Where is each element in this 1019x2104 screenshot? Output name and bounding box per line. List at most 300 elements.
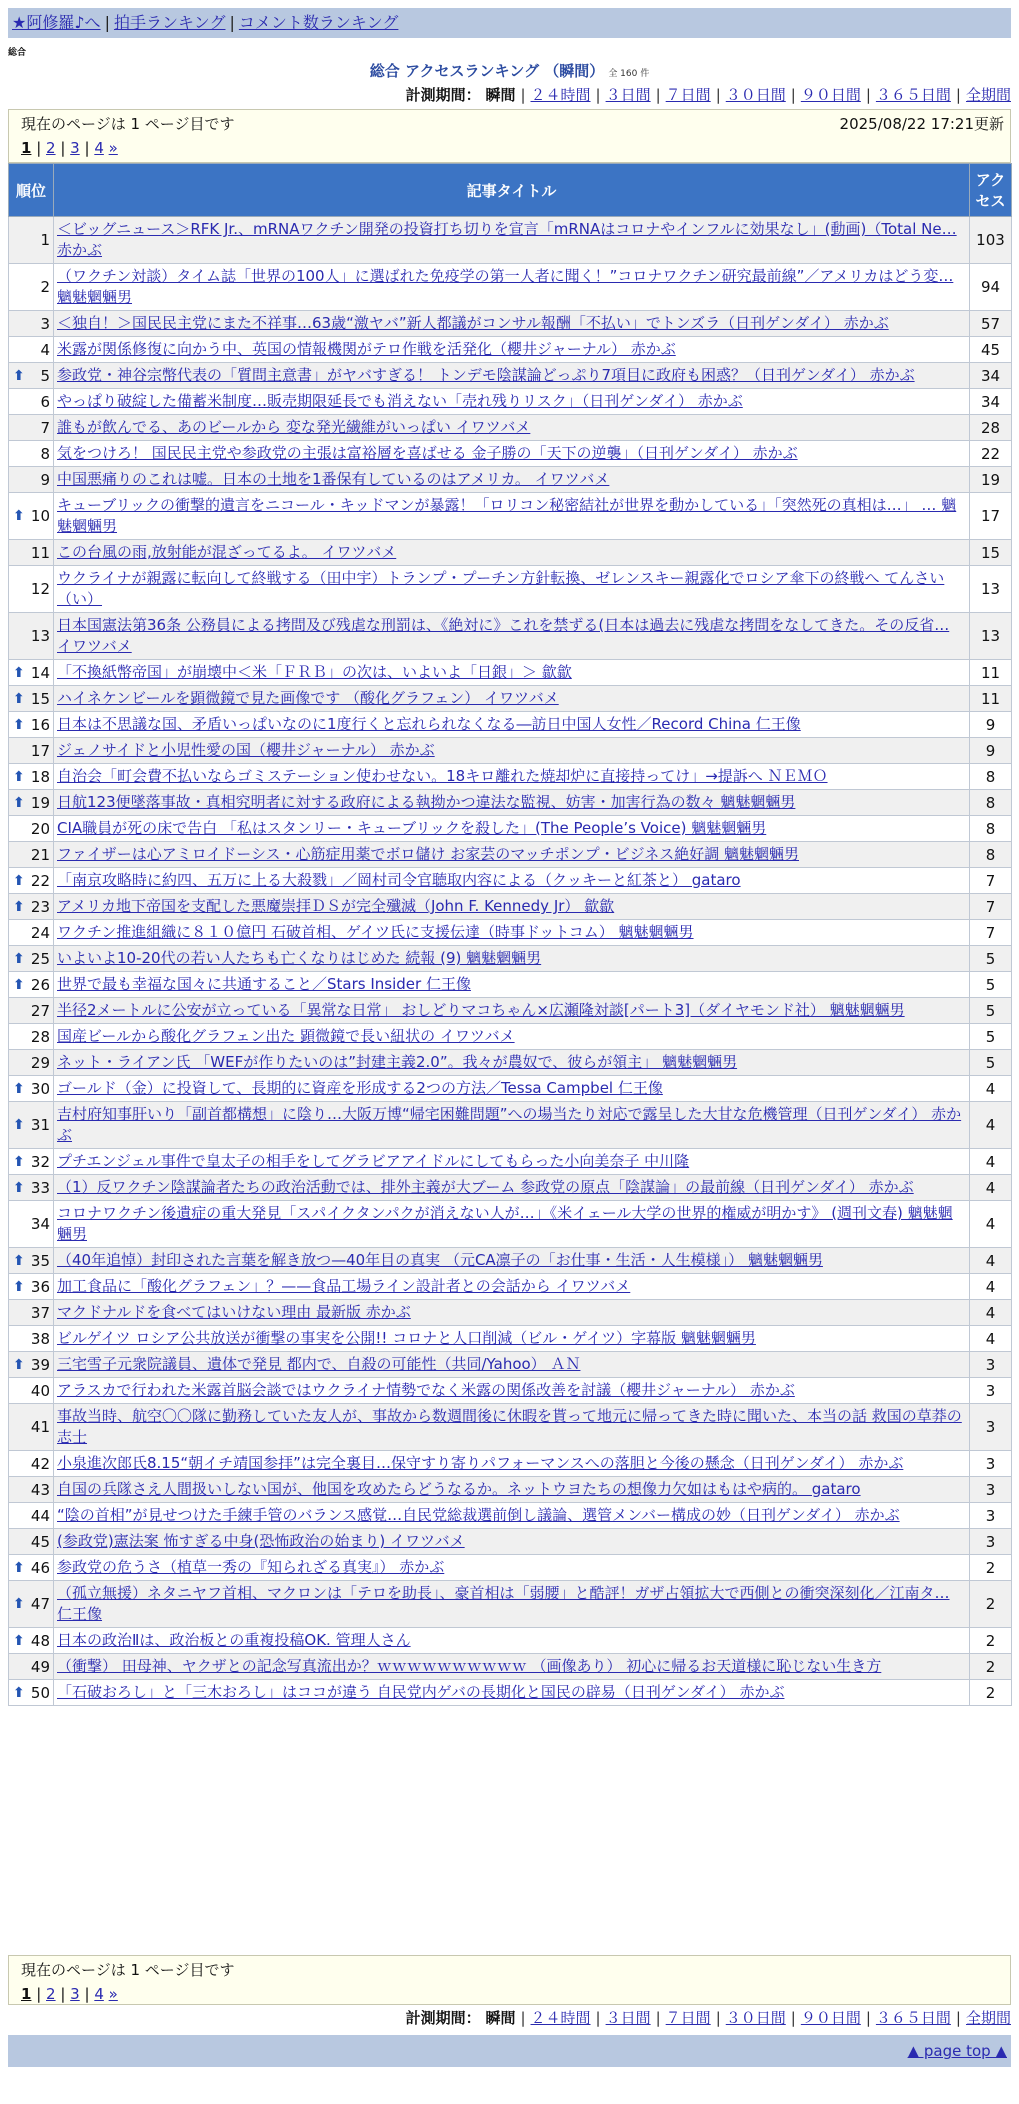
rank-number: 1: [40, 231, 50, 249]
ranking-title: 総合 アクセスランキング （瞬間）: [369, 62, 605, 80]
rank-up-arrow-icon: ⬆: [13, 1559, 25, 1576]
title-cell: [54, 920, 970, 946]
category-label: 総合: [8, 48, 27, 58]
rank-number: 41: [30, 1418, 50, 1436]
rank-cell: [9, 1300, 54, 1326]
article-link[interactable]: アメリカ地下帝国を支配した悪魔崇拝ＤＳが完全殲滅（John F. Kennedy Jr） 歙歙: [57, 897, 615, 915]
title-cell: [54, 1555, 970, 1581]
rank-number: 38: [30, 1329, 50, 1348]
page-link-4[interactable]: 4: [94, 1985, 104, 2003]
article-link[interactable]: ネット・ライアン氏 「WEFが作りたいのは”封建主義2.0”。我々が農奴で、彼らが領主」 魑魅魍魎男: [57, 1053, 738, 1071]
rank-number: 29: [30, 1053, 50, 1072]
table-row: [9, 540, 1012, 566]
table-row: [9, 842, 1012, 868]
table-row: [9, 363, 1012, 389]
access-count: 2: [970, 1628, 1012, 1654]
rank-cell: [9, 467, 54, 493]
article-link[interactable]: コロナワクチン後遺症の重大発見「スパイクタンパクが消えない人が…」《米イェール大学の世界的権威が明かす》 (週刊文春) 魑魅魍魎男: [57, 1204, 953, 1243]
table-row: [9, 1201, 1012, 1248]
rank-cell: [9, 1503, 54, 1529]
separator: |: [229, 13, 235, 32]
article-link[interactable]: ハイネケンビールを顕微鏡で見た画像です （酸化グラフェン） イワツバメ: [57, 689, 559, 707]
access-count: 57: [970, 311, 1012, 337]
rank-cell: [9, 1352, 54, 1378]
rank-number: 8: [40, 444, 50, 463]
table-row: [9, 566, 1012, 613]
article-link[interactable]: 事故当時、航空〇〇隊に勤務していた友人が、事故から数週間後に休暇を貰って地元に帰ってきた時に聞いた、本当の話 救国の草莽の志士: [57, 1407, 962, 1446]
page-link-3[interactable]: 3: [70, 139, 80, 157]
rank-up-arrow-icon: ⬆: [13, 1278, 25, 1295]
rank-number: 32: [30, 1152, 50, 1171]
page-info-top: [8, 109, 1011, 163]
table-row: [9, 1404, 1012, 1451]
rank-number: 19: [30, 793, 50, 812]
rank-number: 7: [40, 418, 50, 437]
rank-number: 3: [40, 314, 50, 333]
rank-up-arrow-icon: ⬆: [13, 367, 25, 384]
article-link[interactable]: 「石破おろし」と「三木おろし」はココが違う 自民党内ゲバの長期化と国民の辟易（日刊ゲンダイ） 赤かぶ: [57, 1683, 785, 1701]
rank-up-arrow-icon: ⬆: [13, 1179, 25, 1196]
rank-cell: [9, 1076, 54, 1102]
rank-number: 37: [30, 1303, 50, 1322]
rank-up-arrow-icon: ⬆: [13, 1684, 25, 1701]
article-link[interactable]: 吉村府知事肝いり「副首都構想」に陰り…大阪万博“帰宅困難問題”への場当たり対応で露呈した大甘な危機管理（日刊ゲンダイ） 赤かぶ: [57, 1105, 962, 1144]
access-count: 4: [970, 1102, 1012, 1149]
title-cell: [54, 1503, 970, 1529]
article-link[interactable]: (参政党)憲法案 怖すぎる中身(恐怖政治の始まり) イワツバメ: [57, 1532, 465, 1550]
rank-cell: [9, 311, 54, 337]
rank-up-arrow-icon: ⬆: [13, 690, 25, 707]
article-link[interactable]: いよいよ10-20代の若い人たちも亡くなりはじめた 続報 (9) 魑魅魍魎男: [57, 949, 542, 967]
rank-cell: [9, 842, 54, 868]
period-link-all[interactable]: 全期間: [965, 86, 1011, 104]
rank-cell: [9, 389, 54, 415]
table-row: [9, 613, 1012, 660]
access-count: 9: [970, 712, 1012, 738]
title-cell: [54, 467, 970, 493]
rank-cell: [9, 217, 54, 264]
rank-cell: [9, 764, 54, 790]
rank-cell: [9, 1175, 54, 1201]
access-count: 8: [970, 764, 1012, 790]
period-link-365d[interactable]: ３６５日間: [875, 2009, 951, 2027]
article-link[interactable]: ＜独自！＞国民民主党にまた不祥事…63歳“激ヤバ”新人都議がコンサル報酬「不払い」でトンズラ（日刊ゲンダイ） 赤かぶ: [57, 314, 889, 332]
rank-number: 6: [40, 392, 50, 411]
rank-cell: [9, 415, 54, 441]
rank-cell: [9, 1404, 54, 1451]
rank-number: 2: [40, 278, 50, 296]
period-link-30d[interactable]: ３０日間: [725, 86, 786, 104]
article-link[interactable]: 小泉進次郎氏8.15“朝イチ靖国参拝”は完全裏目…保守すり寄りパフォーマンスへの落胆と今後の懸念（日刊ゲンダイ） 赤かぶ: [57, 1454, 904, 1472]
rank-cell: [9, 1451, 54, 1477]
page-link-4[interactable]: 4: [94, 139, 104, 157]
table-row: [9, 790, 1012, 816]
table-row: [9, 1477, 1012, 1503]
table-row: [9, 337, 1012, 363]
rank-cell: [9, 1581, 54, 1628]
rank-cell: [9, 946, 54, 972]
title-cell: [54, 566, 970, 613]
period-selector-top: 計測期間： 瞬間 | ２４時間 | ３日間 | ７日間 | ３０日間 | ９０日間 | ３６５日間 | 全期間: [405, 86, 1011, 104]
rank-up-arrow-icon: ⬆: [13, 872, 25, 889]
title-cell: [54, 972, 970, 998]
article-link[interactable]: （孤立無援）ネタニヤフ首相、マクロンは「テロを助長」、豪首相は「弱腰」と酷評！ガザ占領拡大で西側との衝突深刻化／江南タ… 仁王像: [57, 1584, 950, 1623]
title-cell: [54, 337, 970, 363]
rank-cell: [9, 566, 54, 613]
article-link[interactable]: CIA職員が死の床で告白 「私はスタンリー・キューブリックを殺した」(The People’s Voice) 魑魅魍魎男: [57, 819, 767, 837]
period-link-3d[interactable]: ３日間: [605, 2009, 651, 2027]
article-link[interactable]: （1）反ワクチン陰謀論者たちの政治活動では、排外主義が大ブーム 参政党の原点「陰謀論」の最前線（日刊ゲンダイ） 赤かぶ: [57, 1178, 914, 1196]
table-row: [9, 1274, 1012, 1300]
rank-cell: [9, 1248, 54, 1274]
rank-cell: [9, 998, 54, 1024]
page-link-2[interactable]: 2: [46, 1985, 56, 2003]
title-cell: [54, 686, 970, 712]
page-link-2[interactable]: 2: [46, 139, 56, 157]
access-count: 15: [970, 540, 1012, 566]
access-count: 4: [970, 1175, 1012, 1201]
rank-cell: [9, 1477, 54, 1503]
title-cell: [54, 1378, 970, 1404]
table-row: [9, 1451, 1012, 1477]
table-row: [9, 264, 1012, 311]
article-link[interactable]: 国産ビールから酸化グラフェン出た 顕微鏡で長い紐状の イワツバメ: [57, 1027, 515, 1045]
period-link-24h[interactable]: ２４時間: [530, 2009, 591, 2027]
access-count: 3: [970, 1378, 1012, 1404]
rank-number: 21: [30, 845, 50, 864]
clap-ranking-link[interactable]: 拍手ランキング: [113, 13, 226, 32]
article-link[interactable]: 参政党の危うさ（植草一秀の『知られざる真実』） 赤かぶ: [57, 1558, 445, 1576]
article-link[interactable]: ワクチン推進組織に８１０億円 石破首相、ゲイツ氏に支援伝達（時事ドットコム） 魑魅魍魎男: [57, 923, 694, 941]
rank-cell: [9, 1274, 54, 1300]
title-cell: [54, 1248, 970, 1274]
article-link[interactable]: （40年追悼）封印された言葉を解き放つ—40年目の真実 （元CA凛子の「お仕事・生活・人生模様」） 魑魅魍魎男: [57, 1251, 823, 1269]
period-link-7d[interactable]: ７日間: [665, 2009, 711, 2027]
title-cell: [54, 363, 970, 389]
article-link[interactable]: ウクライナが親露に転向して終戦する（田中宇）トランプ・プーチン方針転換、ゼレンスキー親露化でロシア傘下の終戦へ てんさい（い）: [57, 569, 945, 608]
access-count: 3: [970, 1451, 1012, 1477]
rank-cell: [9, 738, 54, 764]
rank-number: 34: [30, 1215, 50, 1233]
article-link[interactable]: 日本は不思議な国、矛盾いっぱいなのに1度行くと忘れられなくなる―訪日中国人女性／Record China 仁王像: [57, 715, 801, 733]
rank-number: 33: [30, 1178, 50, 1197]
article-link[interactable]: 米露が関係修復に向かう中、英国の情報機関がテロ作戦を活発化（櫻井ジャーナル） 赤かぶ: [57, 340, 676, 358]
article-link[interactable]: 「不換紙幣帝国」が崩壊中＜米「ＦＲＢ」の次は、いよいよ「日銀」＞ 歙歙: [57, 663, 572, 681]
col-header-rank: 順位: [9, 164, 54, 217]
home-link[interactable]: ★阿修羅♪へ: [12, 13, 101, 32]
rank-cell: [9, 1628, 54, 1654]
ranking-table: [8, 163, 1012, 1706]
access-count: 2: [970, 1680, 1012, 1706]
access-count: 3: [970, 1529, 1012, 1555]
title-cell: [54, 998, 970, 1024]
title-cell: [54, 1404, 970, 1451]
title-cell: [54, 790, 970, 816]
period-link-30d[interactable]: ３０日間: [725, 2009, 786, 2027]
rank-cell: [9, 1149, 54, 1175]
article-link[interactable]: 気をつけろ！ 国民民主党や参政党の主張は富裕層を喜ばせる 金子勝の「天下の逆襲」（日刊ゲンダイ） 赤かぶ: [57, 444, 798, 462]
rank-number: 25: [30, 949, 50, 968]
rank-up-arrow-icon: ⬆: [13, 1596, 25, 1612]
title-cell: [54, 1451, 970, 1477]
access-count: 4: [970, 1300, 1012, 1326]
rank-cell: [9, 441, 54, 467]
title-cell: [54, 764, 970, 790]
title-cell: [54, 1352, 970, 1378]
article-link[interactable]: ファイザーは心アミロイドーシス・心筋症用薬でボロ儲け お家芸のマッチポンプ・ビジネス絶好調 魑魅魍魎男: [57, 845, 799, 863]
rank-number: 42: [30, 1454, 50, 1473]
article-link[interactable]: この台風の雨,放射能が混ざってるよ。 イワツバメ: [57, 543, 397, 561]
title-cell: [54, 1076, 970, 1102]
rank-number: 5: [40, 366, 50, 385]
rank-number: 18: [30, 767, 50, 786]
article-link[interactable]: プチエンジェル事件で皇太子の相手をしてグラビアアイドルにしてもらった小向美奈子 中川隆: [57, 1152, 690, 1170]
rank-number: 10: [30, 507, 50, 525]
table-row: [9, 738, 1012, 764]
rank-number: 43: [30, 1480, 50, 1499]
table-row: [9, 1555, 1012, 1581]
rank-number: 47: [30, 1595, 50, 1613]
access-count: 8: [970, 816, 1012, 842]
title-cell: [54, 1274, 970, 1300]
title-cell: [54, 1529, 970, 1555]
rank-up-arrow-icon: ⬆: [13, 768, 25, 785]
rank-number: 35: [30, 1251, 50, 1270]
article-link[interactable]: やっぱり破綻した備蓄米制度…販売期限延長でも消えない「売れ残りリスク」（日刊ゲンダイ） 赤かぶ: [57, 392, 743, 410]
rank-up-arrow-icon: ⬆: [13, 664, 25, 681]
article-link[interactable]: 半径2メートルに公安が立っている「異常な日常」 おしどりマコちゃん×広瀬隆対談[パート3]（ダイヤモンド社） 魑魅魍魎男: [57, 1001, 905, 1019]
rank-up-arrow-icon: ⬆: [13, 1632, 25, 1649]
rank-cell: [9, 363, 54, 389]
article-link[interactable]: マクドナルドを食べてはいけない理由 最新版 赤かぶ: [57, 1303, 411, 1321]
separator: |: [104, 13, 110, 32]
rank-number: 22: [30, 871, 50, 890]
rank-number: 15: [30, 689, 50, 708]
rank-cell: [9, 1326, 54, 1352]
rank-number: 17: [30, 741, 50, 760]
comment-ranking-link[interactable]: コメント数ランキング: [238, 13, 399, 32]
article-link[interactable]: 中国悪痛りのこれは嘘。日本の土地を1番保有しているのはアメリカ。 イワツバメ: [57, 470, 610, 488]
rank-number: 45: [30, 1532, 50, 1551]
table-row: [9, 1076, 1012, 1102]
table-row: [9, 1628, 1012, 1654]
table-row: [9, 660, 1012, 686]
access-count: 5: [970, 972, 1012, 998]
table-row: [9, 764, 1012, 790]
table-row: [9, 1024, 1012, 1050]
title-cell: [54, 894, 970, 920]
article-link[interactable]: 世界で最も幸福な国々に共通すること／Stars Insider 仁王像: [57, 975, 471, 993]
rank-number: 11: [30, 543, 50, 562]
rank-cell: [9, 660, 54, 686]
page-link-3[interactable]: 3: [70, 1985, 80, 2003]
rank-number: 31: [30, 1116, 50, 1134]
page-next-link[interactable]: »: [108, 139, 118, 157]
rank-number: 13: [30, 627, 50, 645]
article-link[interactable]: ＜ビッグニュース＞RFK Jr.、mRNAワクチン開発の投資打ち切りを宣言「mRNAはコロナやインフルに効果なし」(動画)（Total Ne… 赤かぶ: [57, 220, 957, 259]
table-row: [9, 816, 1012, 842]
article-link[interactable]: キューブリックの衝撃的遺言をニコール・キッドマンが暴露！「ロリコン秘密結社が世界を動かしている」「突然死の真相は…」 … 魑魅魍魎男: [57, 496, 957, 535]
period-link-24h[interactable]: ２４時間: [530, 86, 591, 104]
period-label: 計測期間：: [405, 86, 481, 104]
table-row: [9, 1352, 1012, 1378]
title-cell: [54, 868, 970, 894]
article-link[interactable]: （衝撃） 田母神、ヤクザとの記念写真流出か？ｗｗｗｗｗｗｗｗｗｗ （画像あり） 初心に帰るお天道様に恥じない生き方: [57, 1657, 882, 1675]
access-count: 4: [970, 1201, 1012, 1248]
access-count: 11: [970, 660, 1012, 686]
access-count: 34: [970, 389, 1012, 415]
article-link[interactable]: 自国の兵隊さえ人間扱いしない国が、他国を攻めたらどうなるか。ネットウヨたちの想像力欠如はもはや病的。 gataro: [57, 1480, 861, 1498]
access-count: 3: [970, 1404, 1012, 1451]
access-count: 45: [970, 337, 1012, 363]
article-link[interactable]: 日航123便墜落事故・真相究明者に対する政府による執拗かつ違法な監視、妨害・加害行為の数々 魑魅魍魎男: [57, 793, 796, 811]
title-cell: [54, 1654, 970, 1680]
rank-number: 27: [30, 1001, 50, 1020]
table-row: [9, 1326, 1012, 1352]
table-row: [9, 311, 1012, 337]
article-link[interactable]: 参政党・神谷宗幣代表の「質問主意書」がヤバすぎる！ トンデモ陰謀論どっぷり7項目に政府も困惑？（日刊ゲンダイ） 赤かぶ: [57, 366, 915, 384]
title-cell: [54, 217, 970, 264]
rank-number: 24: [30, 923, 50, 942]
access-count: 17: [970, 493, 1012, 540]
title-cell: [54, 1024, 970, 1050]
title-cell: [54, 660, 970, 686]
rank-cell: [9, 493, 54, 540]
table-row: [9, 686, 1012, 712]
table-header: [9, 164, 1012, 217]
col-header-access: アクセス: [970, 164, 1012, 217]
rank-cell: [9, 686, 54, 712]
rank-cell: [9, 1201, 54, 1248]
title-cell: [54, 1175, 970, 1201]
pagination-bottom: 1 | 2 | 3 | 4 »: [21, 1985, 118, 2003]
rank-up-arrow-icon: ⬆: [13, 950, 25, 967]
rank-number: 26: [30, 975, 50, 994]
table-row: [9, 920, 1012, 946]
rank-number: 48: [30, 1631, 50, 1650]
access-count: 22: [970, 441, 1012, 467]
article-link[interactable]: 三宅雪子元衆院議員、遺体で発見 都内で、自殺の可能性（共同/Yahoo） ＡＮ: [57, 1355, 581, 1373]
rank-up-arrow-icon: ⬆: [13, 508, 25, 524]
title-cell: [54, 1149, 970, 1175]
article-link[interactable]: “陰の首相”が見せつけた手練手管のバランス感覚…自民党総裁選前倒し議論、選管メンバー構成の妙（日刊ゲンダイ） 赤かぶ: [57, 1506, 900, 1524]
rank-number: 16: [30, 715, 50, 734]
access-count: 5: [970, 1050, 1012, 1076]
page-top-link[interactable]: ▲ page top ▲: [907, 2042, 1007, 2060]
title-cell: [54, 441, 970, 467]
access-count: 3: [970, 1503, 1012, 1529]
article-link[interactable]: ジェノサイドと小児性愛の国（櫻井ジャーナル） 赤かぶ: [57, 741, 435, 759]
title-cell: [54, 540, 970, 566]
rank-cell: [9, 1654, 54, 1680]
rank-number: 39: [30, 1355, 50, 1374]
title-cell: [54, 1477, 970, 1503]
article-link[interactable]: アラスカで行われた米露首脳会談ではウクライナ情勢でなく米露の関係改善を討議（櫻井ジャーナル） 赤かぶ: [57, 1381, 795, 1399]
rank-cell: [9, 972, 54, 998]
period-selector-bottom: 計測期間： 瞬間 | ２４時間 | ３日間 | ７日間 | ３０日間 | ９０日間 | ３６５日間 | 全期間: [405, 2009, 1011, 2027]
rank-number: 20: [30, 819, 50, 838]
period-link-7d[interactable]: ７日間: [665, 86, 711, 104]
current-page-text: 現在のページは 1 ページ目です: [21, 1961, 235, 1979]
rank-cell: [9, 540, 54, 566]
access-count: 13: [970, 613, 1012, 660]
updated-time: 2025/08/22 17:21更新: [839, 115, 1004, 133]
article-link[interactable]: 加工食品に「酸化グラフェン」？——食品工場ライン設計者との会話から イワツバメ: [57, 1277, 631, 1295]
article-link[interactable]: ビルゲイツ ロシア公共放送が衝撃の事実を公開!! コロナと人口削減（ビル・ゲイツ）字幕版 魑魅魍魎男: [57, 1329, 756, 1347]
access-count: 34: [970, 363, 1012, 389]
article-link[interactable]: （ワクチン対談）タイム誌「世界の100人」に選ばれた免疫学の第一人者に聞く！”コロナワクチン研究最前線”／アメリカはどう変… 魑魅魍魎男: [57, 267, 954, 306]
title-cell: [54, 712, 970, 738]
access-count: 2: [970, 1581, 1012, 1628]
table-row: [9, 415, 1012, 441]
table-row: [9, 1654, 1012, 1680]
table-row: [9, 1581, 1012, 1628]
access-count: 4: [970, 1149, 1012, 1175]
rank-number: 46: [30, 1558, 50, 1577]
page-next-link[interactable]: »: [108, 1985, 118, 2003]
period-link-90d[interactable]: ９０日間: [800, 86, 861, 104]
table-row: [9, 1149, 1012, 1175]
page-info-bottom: [8, 1955, 1011, 2005]
table-row: [9, 894, 1012, 920]
rank-cell: [9, 337, 54, 363]
rank-cell: [9, 1102, 54, 1149]
period-link-3d[interactable]: ３日間: [605, 86, 651, 104]
title-cell: [54, 311, 970, 337]
rank-number: 44: [30, 1506, 50, 1525]
period-link-all[interactable]: 全期間: [965, 2009, 1011, 2027]
title-cell: [54, 1581, 970, 1628]
rank-up-arrow-icon: ⬆: [13, 976, 25, 993]
access-count: 103: [970, 217, 1012, 264]
title-cell: [54, 842, 970, 868]
access-count: 9: [970, 738, 1012, 764]
article-link[interactable]: 「南京攻略時に約四、五万に上る大殺戮」／岡村司令官聴取内容による（クッキーと紅茶と） gataro: [57, 871, 741, 889]
access-count: 5: [970, 946, 1012, 972]
article-link[interactable]: 日本国憲法第36条 公務員による拷問及び残虐な刑罰は、《絶対に》これを禁ずる(日本は過去に残虐な拷問をなしてきた。その反省… イワツバメ: [57, 616, 950, 655]
article-link[interactable]: 自治会「町会費不払いならゴミステーション使わせない。18キロ離れた焼却炉に直接持ってけ」→提訴へ ＮＥＭＯ: [57, 767, 828, 785]
rank-up-arrow-icon: ⬆: [13, 1117, 25, 1133]
table-row: [9, 972, 1012, 998]
title-cell: [54, 1050, 970, 1076]
rank-number: 9: [40, 470, 50, 489]
period-link-90d[interactable]: ９０日間: [800, 2009, 861, 2027]
rank-number: 49: [30, 1657, 50, 1676]
table-row: [9, 1503, 1012, 1529]
article-link[interactable]: 誰もが飲んでる、あのビールから 変な発光繊維がいっぱい イワツバメ: [57, 418, 531, 436]
title-cell: [54, 613, 970, 660]
period-current: 瞬間: [485, 86, 516, 104]
rank-number: 23: [30, 897, 50, 916]
rank-cell: [9, 613, 54, 660]
access-count: 4: [970, 1326, 1012, 1352]
article-link[interactable]: ゴールド（金）に投資して、長期的に資産を形成する2つの方法／Tessa Campbel 仁王像: [57, 1079, 663, 1097]
access-count: 13: [970, 566, 1012, 613]
title-cell: [54, 264, 970, 311]
period-current: 瞬間: [485, 2009, 516, 2027]
rank-cell: [9, 868, 54, 894]
page-title: [8, 60, 1011, 81]
table-row: [9, 389, 1012, 415]
period-link-365d[interactable]: ３６５日間: [875, 86, 951, 104]
rank-cell: [9, 920, 54, 946]
access-count: 7: [970, 894, 1012, 920]
table-row: [9, 441, 1012, 467]
article-link[interactable]: 日本の政治Ⅱは、政治板との重複投稿OK. 管理人さん: [57, 1631, 411, 1649]
page-current: 1: [21, 1985, 32, 2003]
rank-cell: [9, 1378, 54, 1404]
rank-number: 14: [30, 663, 50, 682]
